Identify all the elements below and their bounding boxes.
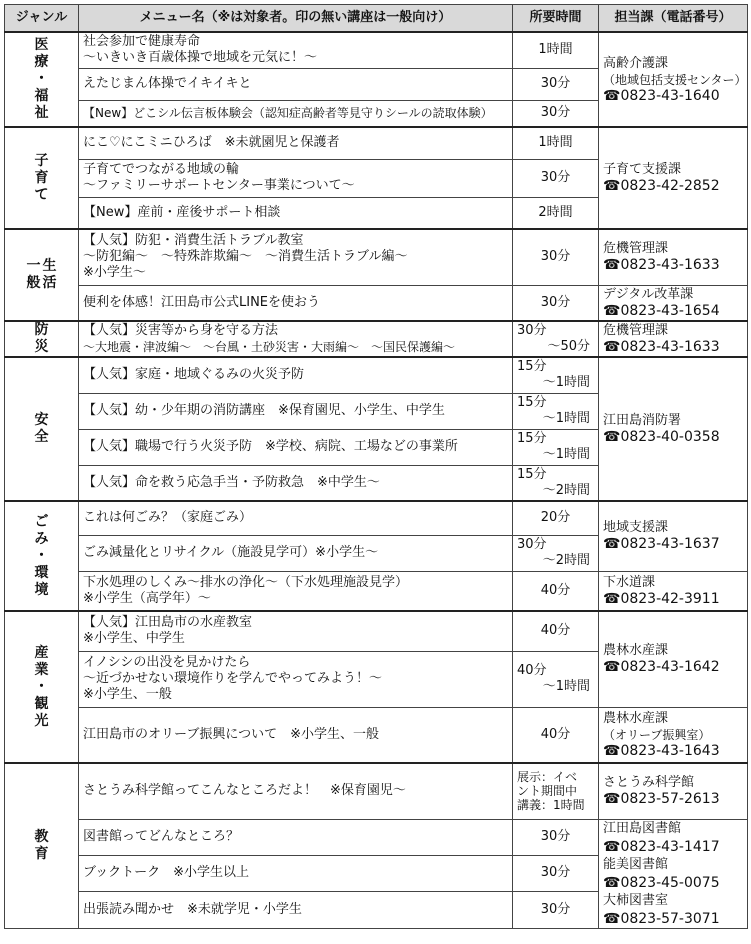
dept-crisis-management: 危機管理課 ☎0823-43-1633 xyxy=(599,229,748,285)
time-cell: 20分 xyxy=(513,501,599,535)
time-cell: 展示：イベ ント期間中 講義：1時間 xyxy=(513,763,599,819)
menu-cell: 【人気】江田島市の水産教室 ※小学生、中学生 xyxy=(79,611,513,651)
time-cell: 30分 xyxy=(513,229,599,285)
time-cell: 30分 xyxy=(513,100,599,127)
table-header-row xyxy=(5,5,748,33)
dept-agriculture-fisheries: 農林水産課 ☎0823-43-1642 xyxy=(599,611,748,707)
time-cell: 30分 〜2時間 xyxy=(513,535,599,571)
table-row xyxy=(5,763,748,819)
menu-cell: 便利を体感！江田島市公式LINEを使おう xyxy=(79,285,513,321)
header-time: 所要時間 xyxy=(513,5,599,33)
menu-cell: 【New】どこシル伝言板体験会（認知症高齢者等見守りシールの読取体験） xyxy=(79,100,513,127)
genre-medical-welfare: 医 療 ・ 福 祉 xyxy=(5,32,79,127)
time-cell: 30分 xyxy=(513,855,599,891)
table-row xyxy=(5,571,748,611)
menu-cell: 【人気】家庭・地域ぐるみの火災予防 xyxy=(79,357,513,393)
table-row xyxy=(5,321,748,357)
menu-cell: 江田島市のオリーブ振興について ※小学生、一般 xyxy=(79,707,513,763)
dept-childcare: 子育て支援課 ☎0823-42-2852 xyxy=(599,127,748,229)
time-cell: 40分 xyxy=(513,611,599,651)
menu-cell: さとうみ科学館ってこんなところだよ！ ※保育園児〜 xyxy=(79,763,513,819)
time-cell: 30分 xyxy=(513,285,599,321)
time-cell: 30分 xyxy=(513,68,599,100)
lecture-menu-table xyxy=(4,4,748,929)
header-genre: ジャンル xyxy=(5,5,79,33)
menu-cell: 社会参加で健康寿命 〜いきいき百歳体操で地域を元気に！〜 xyxy=(79,32,513,68)
genre-daily-life: 生 活 一 般 xyxy=(5,229,79,321)
dept-satoumi-science-museum: さとうみ科学館 ☎0823-57-2613 xyxy=(599,763,748,819)
dept-crisis-management: 危機管理課 ☎0823-43-1633 xyxy=(599,321,748,357)
genre-safety: 安 全 xyxy=(5,357,79,501)
dept-elderly-care: 高齢介護課 （地域包括支援センター） ☎0823-43-1640 xyxy=(599,32,748,127)
time-cell: 40分 xyxy=(513,571,599,611)
time-cell: 40分 〜1時間 xyxy=(513,651,599,707)
genre-industry-tourism: 産 業 ・ 観 光 xyxy=(5,611,79,763)
table-row xyxy=(5,819,748,855)
dept-community-support: 地域支援課 ☎0823-43-1637 xyxy=(599,501,748,571)
time-cell: 2時間 xyxy=(513,197,599,229)
table-row xyxy=(5,285,748,321)
time-cell: 15分 〜1時間 xyxy=(513,393,599,429)
table-row xyxy=(5,127,748,159)
time-cell: 30分 〜50分 xyxy=(513,321,599,357)
menu-cell: ブックトーク ※小学生以上 xyxy=(79,855,513,891)
time-cell: 15分 〜1時間 xyxy=(513,357,599,393)
menu-cell: 子育てでつながる地域の輪 〜ファミリーサポートセンター事業について〜 xyxy=(79,159,513,197)
menu-cell: ごみ減量化とリサイクル（施設見学可）※小学生〜 xyxy=(79,535,513,571)
time-cell: 1時間 xyxy=(513,32,599,68)
menu-cell: 出張読み聞かせ ※未就学児・小学生 xyxy=(79,892,513,928)
menu-cell: にこ♡にこミニひろば ※未就園児と保護者 xyxy=(79,127,513,159)
menu-cell: 【人気】命を救う応急手当・予防救急 ※中学生〜 xyxy=(79,465,513,501)
menu-cell: 【人気】災害等から身を守る方法 〜大地震・津波編〜 〜台風・土砂災害・大雨編〜 〜国民保護編〜 xyxy=(79,321,513,357)
time-cell: 15分 〜1時間 xyxy=(513,429,599,465)
time-cell: 15分 〜2時間 xyxy=(513,465,599,501)
genre-waste-environment: ご み ・ 環 境 xyxy=(5,501,79,611)
table-row xyxy=(5,32,748,68)
menu-cell: 下水処理のしくみ〜排水の浄化〜（下水処理施設見学） ※小学生（高学年）〜 xyxy=(79,571,513,611)
menu-cell: これは何ごみ？（家庭ごみ） xyxy=(79,501,513,535)
time-cell: 30分 xyxy=(513,819,599,855)
menu-cell: 【New】産前・産後サポート相談 xyxy=(79,197,513,229)
time-cell: 30分 xyxy=(513,892,599,928)
header-menu: メニュー名（※は対象者。印の無い講座は一般向け） xyxy=(79,5,513,33)
genre-childcare: 子 育 て xyxy=(5,127,79,229)
table-row xyxy=(5,501,748,535)
table-row xyxy=(5,611,748,651)
menu-cell: 【人気】防犯・消費生活トラブル教室 〜防犯編〜 〜特殊詐欺編〜 〜消費生活トラブル編〜 ※小学生〜 xyxy=(79,229,513,285)
time-cell: 30分 xyxy=(513,159,599,197)
table-row xyxy=(5,707,748,763)
dept-fire-station: 江田島消防署 ☎0823-40-0358 xyxy=(599,357,748,501)
genre-education: 教 育 xyxy=(5,763,79,928)
menu-cell: 【人気】職場で行う火災予防 ※学校、病院、工場などの事業所 xyxy=(79,429,513,465)
table-row xyxy=(5,229,748,285)
dept-libraries: 江田島図書館 ☎0823-43-1417 能美図書館 ☎0823-45-0075 大柿図書室 ☎0823-57-3071 xyxy=(599,819,748,928)
dept-olive-promotion: 農林水産課 （オリーブ振興室） ☎0823-43-1643 xyxy=(599,707,748,763)
menu-cell: 【人気】幼・少年期の消防講座 ※保育園児、小学生、中学生 xyxy=(79,393,513,429)
menu-cell: イノシシの出没を見かけたら 〜近づかせない環境作りを学んでやってみよう！〜 ※小学生、一般 xyxy=(79,651,513,707)
menu-cell: えたじまん体操でイキイキと xyxy=(79,68,513,100)
table-row xyxy=(5,357,748,393)
time-cell: 40分 xyxy=(513,707,599,763)
time-cell: 1時間 xyxy=(513,127,599,159)
menu-cell: 図書館ってどんなところ？ xyxy=(79,819,513,855)
dept-sewerage: 下水道課 ☎0823-42-3911 xyxy=(599,571,748,611)
header-dept: 担当課（電話番号） xyxy=(599,5,748,33)
dept-digital-reform: デジタル改革課 ☎0823-43-1654 xyxy=(599,285,748,321)
genre-disaster-prevention: 防 災 xyxy=(5,321,79,357)
